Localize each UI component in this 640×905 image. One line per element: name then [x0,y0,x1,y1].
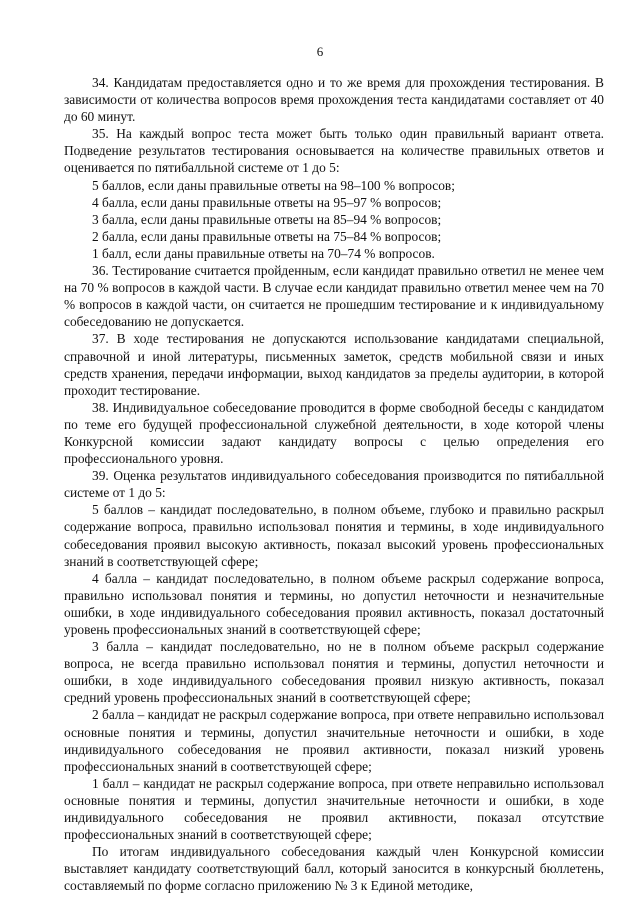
score-item-1: 1 балл, если даны правильные ответы на 70–74 % вопросов. [92,245,435,261]
document-body [64,74,604,895]
interview-score-4: 4 балла – кандидат последовательно, в полном объеме раскрыл содержание вопроса, правильно использовал понятия и термины, но допустил неточности и незначительные ошибки, в ходе индивидуального собеседования проявил активность, показал достаточный уровень профессиональных знаний в соответствующей сфере; [64,570,604,637]
interview-score-5: 5 баллов – кандидат последовательно, в полном объеме, глубоко и правильно раскрыл содержание вопроса, правильно использовал понятия и термины, в ходе индивидуального собеседования проявил высокую активность, показал высокий уровень профессиональных знаний в соответствующей сфере; [64,502,604,569]
score-item-2: 2 балла, если даны правильные ответы на 75–84 % вопросов; [92,228,442,244]
page-number: 6 [316,44,324,59]
interview-score-2: 2 балла – кандидат не раскрыл содержание вопроса, при ответе неправильно использовал основные понятия и термины, допустил значительные неточности и ошибки, в ходе индивидуального собеседования не проявил активности, показал низкий уровень профессиональных знаний в соответствующей сфере; [64,707,604,774]
paragraph-34: 34. Кандидатам предоставляется одно и то же время для прохождения тестирования. В зависимости от количества вопросов время прохождения теста кандидатами составляет от 40 до 60 минут. [64,75,604,125]
paragraph-results: По итогам индивидуального собеседования каждый член Конкурсной комиссии выставляет кандидату соответствующий балл, который заносится в конкурсный бюллетень, составляемый по форме согласно приложению № 3 к Единой методике, [64,844,604,894]
interview-score-1: 1 балл – кандидат не раскрыл содержание вопроса, при ответе неправильно использовал основные понятия и термины, допустил значительные неточности и ошибки, в ходе индивидуального собеседования не проявил активности, показал отсутствие профессиональных знаний в соответствующей сфере; [64,775,604,843]
paragraph-39: 39. Оценка результатов индивидуального собеседования производится по пятибалльной системе от 1 до 5: [64,468,604,501]
paragraph-38: 38. Индивидуальное собеседование проводится в форме свободной беседы с кандидатом по теме его будущей профессиональной служебной деятельности, в ходе которой члены Конкурсной комиссии задают кандидату вопросы с целью определения его профессионального уровня. [64,399,604,467]
interview-score-3: 3 балла – кандидат последовательно, но не в полном объеме раскрыл содержание вопроса, не всегда правильно использовал понятия и термины, допустил неточности и ошибки, в ходе индивидуального собеседования проявил низкую активность, показал средний уровень профессиональных знаний в соответствующей сфере; [64,639,604,706]
score-item-3: 3 балла, если даны правильные ответы на 85–94 % вопросов; [92,211,442,227]
paragraph-35: 35. На каждый вопрос теста может быть только один правильный вариант ответа. Подведение результатов тестирования основывается на количестве правильных ответов и оценивается по пятибалльной системе от 1 до 5: [64,126,604,176]
paragraph-36: 36. Тестирование считается пройденным, если кандидат правильно ответил не менее чем на 70 % вопросов в каждой части. В случае если кандидат правильно ответил менее чем на 70 % вопросов в каждой части, он считается не прошедшим тестирование и к индивидуальному собеседованию не допускается. [64,263,604,330]
score-item-5: 5 баллов, если даны правильные ответы на 98–100 % вопросов; [92,177,455,193]
paragraph-37: 37. В ходе тестирования не допускаются использование кандидатами специальной, справочной и иной литературы, письменных заметок, средств мобильной связи и иных средств хранения, передачи информации, выход кандидатов за пределы аудитории, в которой проходит тестирование. [64,331,604,398]
score-item-4: 4 балла, если даны правильные ответы на 95–97 % вопросов; [92,194,442,210]
